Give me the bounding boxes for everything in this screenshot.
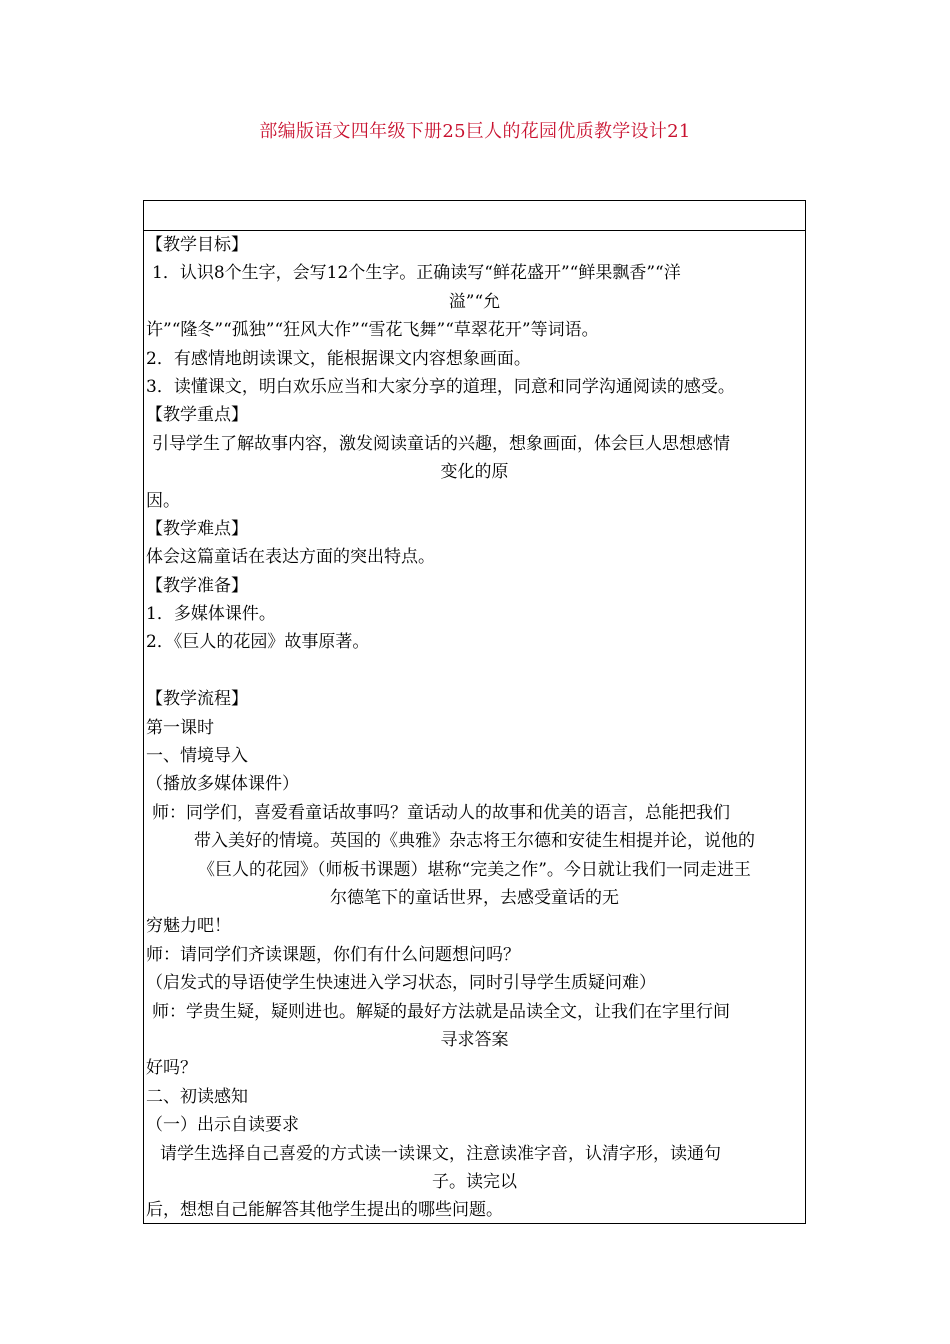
text-line: 因。 <box>146 490 180 511</box>
text-line: 1．多媒体课件。 <box>146 604 276 625</box>
text-line: 体会这篇童话在表达方面的突出特点。 <box>146 547 435 568</box>
text-line: 引导学生了解故事内容，激发阅读童话的兴趣，想象画面，体会巨人思想感情 <box>152 433 730 454</box>
text-line: 师：学贵生疑，疑则进也。解疑的最好方法就是品读全文，让我们在字里行间 <box>152 1001 730 1022</box>
table-header-row <box>144 201 805 231</box>
document-title: 部编版语文四年级下册25巨人的花园优质教学设计21 <box>259 121 691 142</box>
text-line: 穷魅力吧！ <box>146 916 231 937</box>
section-heading-objectives: 【教学目标】 <box>146 235 248 255</box>
section-heading-process: 【教学流程】 <box>146 689 248 710</box>
section-heading-key-points: 【教学重点】 <box>146 405 248 426</box>
text-line: 师：请同学们齐读课题，你们有什么问题想问吗？ <box>146 944 520 965</box>
text-line: 第一课时 <box>146 717 214 738</box>
text-line: 2．有感情地朗读课文，能根据课文内容想象画面。 <box>146 348 531 369</box>
text-line: （一）出示自读要求 <box>146 1115 299 1136</box>
text-line: 2．《巨人的花园》故事原著。 <box>146 632 370 653</box>
text-line: 二、初读感知 <box>146 1086 248 1107</box>
text-line: 寻求答案 <box>440 1029 509 1050</box>
text-line: 带入美好的情境。英国的《典雅》杂志将王尔德和安徒生相提并论，说他的 <box>194 831 755 852</box>
blank-line <box>144 657 805 685</box>
text-line: 许”“隆冬”“孤独”“狂风大作”“雪花飞舞”“草翠花开”等词语。 <box>146 320 599 341</box>
section-heading-difficulties: 【教学难点】 <box>146 518 248 539</box>
text-line: 后，想想自己能解答其他学生提出的哪些问题。 <box>146 1200 503 1221</box>
text-line: 溢”“允 <box>448 291 501 312</box>
text-line: 3．读懂课文，明白欢乐应当和大家分享的道理，同意和同学沟通阅读的感受。 <box>146 376 735 397</box>
text-line: 1．认识8个生字，会写12个生字。正确读写“鲜花盛开”“鲜果飘香”“洋 <box>152 263 681 284</box>
text-line: 子。读完以 <box>432 1171 517 1192</box>
text-line: （启发式的导语使学生快速进入学习状态，同时引导学生质疑问难） <box>146 973 656 994</box>
table-body <box>144 231 805 1225</box>
text-line: 一、情境导入 <box>146 746 248 767</box>
text-line: 师：同学们，喜爱看童话故事吗？童话动人的故事和优美的语言，总能把我们 <box>152 802 730 823</box>
section-heading-preparation: 【教学准备】 <box>146 575 248 596</box>
text-line: 尔德笔下的童话世界，去感受童话的无 <box>330 887 619 908</box>
text-line: 《巨人的花园》（师板书课题）堪称“完美之作”。今日就让我们一同走进王 <box>198 859 751 880</box>
text-line: 变化的原 <box>440 462 509 483</box>
text-line: 请学生选择自己喜爱的方式读一读课文，注意读准字音，认清字形，读通句 <box>160 1143 721 1164</box>
text-line: 好吗？ <box>146 1058 197 1079</box>
lesson-table <box>143 200 806 1224</box>
text-line: （播放多媒体课件） <box>146 774 299 795</box>
